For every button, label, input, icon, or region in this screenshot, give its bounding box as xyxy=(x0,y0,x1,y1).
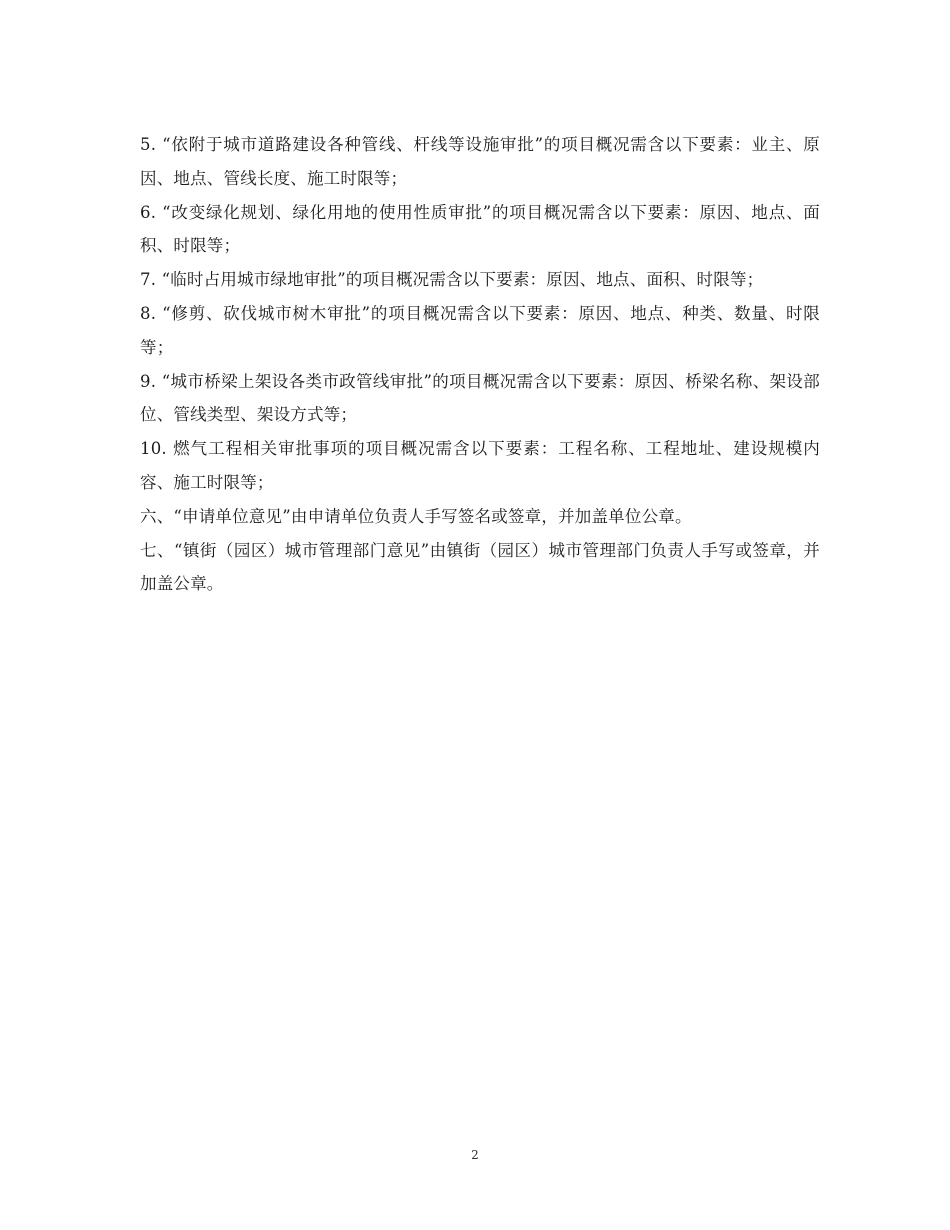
page-number: 2 xyxy=(471,1148,479,1162)
paragraph-item-5: 5. “依附于城市道路建设各种管线、杆线等设施审批”的项目概况需含以下要素：业主、原因、地点、管线长度、施工时限等； xyxy=(140,135,820,188)
document-body xyxy=(140,128,820,601)
paragraph-section-7: 七、“镇街（园区）城市管理部门意见”由镇街（园区）城市管理部门负责人手写或签章，并加盖公章。 xyxy=(140,540,820,594)
paragraph-item-9: 9. “城市桥梁上架设各类市政管线审批”的项目概况需含以下要素：原因、桥梁名称、架设部位、管线类型、架设方式等； xyxy=(140,371,820,425)
paragraph-section-6: 六、“申请单位意见”由申请单位负责人手写签名或签章，并加盖单位公章。 xyxy=(140,506,692,526)
paragraph-item-10: 10. 燃气工程相关审批事项的项目概况需含以下要素：工程名称、工程地址、建设规模内容、施工时限等； xyxy=(140,439,820,492)
paragraph-item-7: 7. “临时占用城市绿地审批”的项目概况需含以下要素：原因、地点、面积、时限等； xyxy=(140,270,764,290)
paragraph-item-6: 6. “改变绿化规划、绿化用地的使用性质审批”的项目概况需含以下要素：原因、地点、面积、时限等； xyxy=(140,202,820,256)
paragraph-item-8: 8. “修剪、砍伐城市树木审批”的项目概况需含以下要素：原因、地点、种类、数量、时限等； xyxy=(140,303,820,357)
